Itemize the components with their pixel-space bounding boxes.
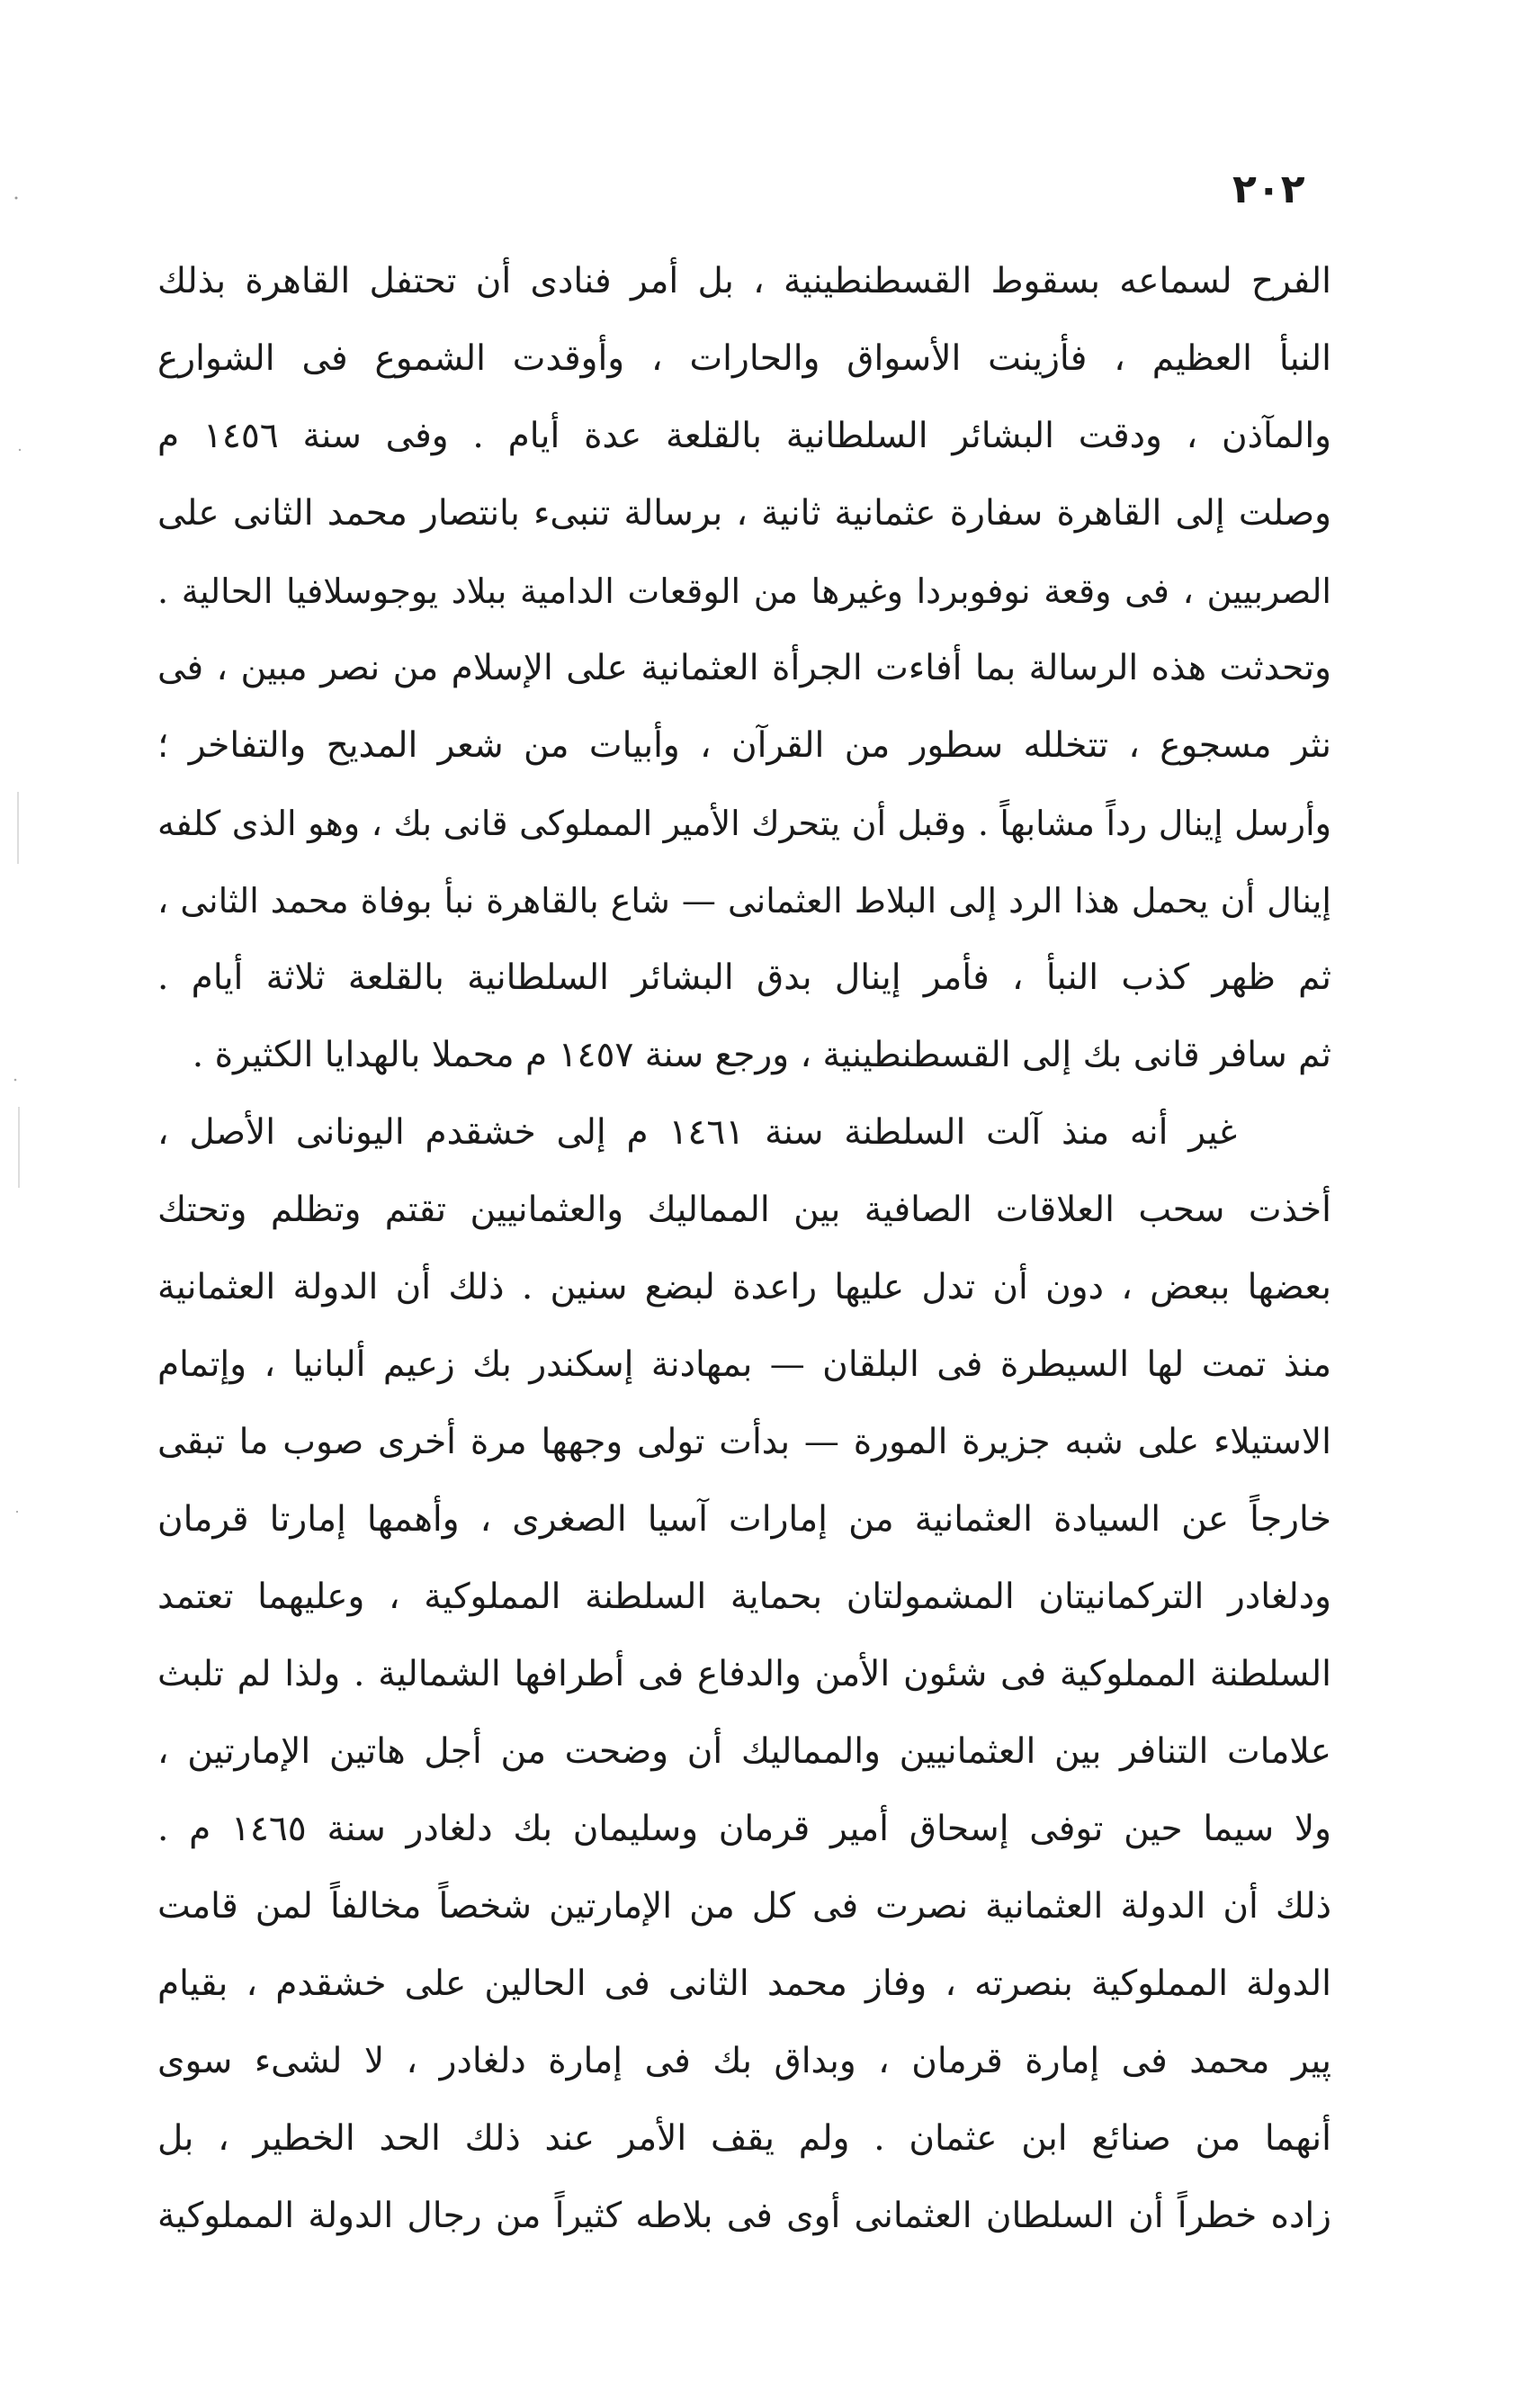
text-line-10: ثم ظهر كذب النبأ ، فأمر إينال بدق البشائر السلطانية بالقلعة ثلاثة أيام . <box>157 957 1331 998</box>
text-line-15: منذ تمت لها السيطرة فى البلقان — بمهادنة إسكندر بك زعيم ألبانيا ، وإتمام <box>157 1344 1331 1385</box>
text-line-25: أنهما من صنائع ابن عثمان . ولم يقف الأمر عند ذلك الحد الخطير ، بل <box>157 2118 1331 2159</box>
text-line-3: والمآذن ، ودقت البشائر السلطانية بالقلعة عدة أيام . وفى سنة ١٤٥٦ م <box>157 416 1331 456</box>
text-line-24: پير محمد فى إمارة قرمان ، وبداق بك فى إمارة دلغادر ، لا لشىء سوى <box>157 2041 1331 2081</box>
text-line-6: وتحدثت هذه الرسالة بما أفاءت الجرأة العثمانية على الإسلام من نصر مبين ، فى <box>157 648 1331 688</box>
text-line-18: ودلغادر التركمانيتان المشمولتان بحماية السلطنة المملوكية ، وعليهما تعتمد <box>157 1577 1331 1617</box>
margin-speckles <box>7 162 29 1602</box>
text-line-9: إينال أن يحمل هذا الرد إلى البلاط العثمانى — شاع بالقاهرة نبأ بوفاة محمد الثانى ، <box>157 881 1331 921</box>
text-line-1: الفرح لسماعه بسقوط القسطنطينية ، بل أمر فنادى أن تحتفل القاهرة بذلك <box>157 261 1331 301</box>
body-text <box>157 243 1331 2255</box>
page-number: ٢٠٢ <box>1232 166 1305 212</box>
text-line-19: السلطنة المملوكية فى شئون الأمن والدفاع فى أطرافها الشمالية . ولذا لم تلبث <box>157 1654 1331 1694</box>
text-line-5: الصربيين ، فى وقعة نوفوبردا وغيرها من الوقعات الدامية ببلاد يوجوسلافيا الحالية . <box>157 571 1331 611</box>
text-line-20: علامات التنافر بين العثمانيين والمماليك أن وضحت من أجل هاتين الإمارتين ، <box>157 1731 1331 1772</box>
text-line-16: الاستيلاء على شبه جزيرة المورة — بدأت تولى وجهها مرة أخرى صوب ما تبقى <box>157 1422 1331 1462</box>
text-line-12: غير أنه منذ آلت السلطنة سنة ١٤٦١ م إلى خشقدم اليونانى الأصل ، <box>157 1112 1237 1153</box>
text-line-17: خارجاً عن السيادة العثمانية من إمارات آسيا الصغرى ، وأهمها إمارتا قرمان <box>157 1499 1331 1540</box>
text-line-14: بعضها ببعض ، دون أن تدل عليها راعدة لبضع سنين . ذلك أن الدولة العثمانية <box>157 1267 1331 1307</box>
text-line-8: وأرسل إينال رداً مشابهاً . وقبل أن يتحرك الأمير المملوكى قانى بك ، وهو الذى كلفه <box>157 804 1331 843</box>
text-line-7: نثر مسجوع ، تتخلله سطور من القرآن ، وأبيات من شعر المديح والتفاخر ؛ <box>157 725 1331 766</box>
text-line-21: ولا سيما حين توفى إسحاق أمير قرمان وسليمان بك دلغادر سنة ١٤٦٥ م . <box>157 1809 1331 1849</box>
text-line-2: النبأ العظيم ، فأزينت الأسواق والحارات ، وأوقدت الشموع فى الشوارع <box>157 338 1331 379</box>
text-line-13: أخذت سحب العلاقات الصافية بين المماليك والعثمانيين تقتم وتظلم وتحتك <box>157 1190 1331 1230</box>
text-line-11: ثم سافر قانى بك إلى القسطنطينية ، ورجع سنة ١٤٥٧ م محملا بالهدايا الكثيرة . <box>192 1035 1331 1075</box>
text-line-22: ذلك أن الدولة العثمانية نصرت فى كل من الإمارتين شخصاً مخالفاً لمن قامت <box>157 1886 1331 1927</box>
text-line-4: وصلت إلى القاهرة سفارة عثمانية ثانية ، برسالة تنبىء بانتصار محمد الثانى على <box>157 493 1331 534</box>
text-line-26: زاده خطراً أن السلطان العثمانى أوى فى بلاطه كثيراً من رجال الدولة المملوكية <box>157 2196 1331 2236</box>
text-line-23: الدولة المملوكية بنصرته ، وفاز محمد الثانى فى الحالين على خشقدم ، بقيام <box>157 1963 1331 2004</box>
